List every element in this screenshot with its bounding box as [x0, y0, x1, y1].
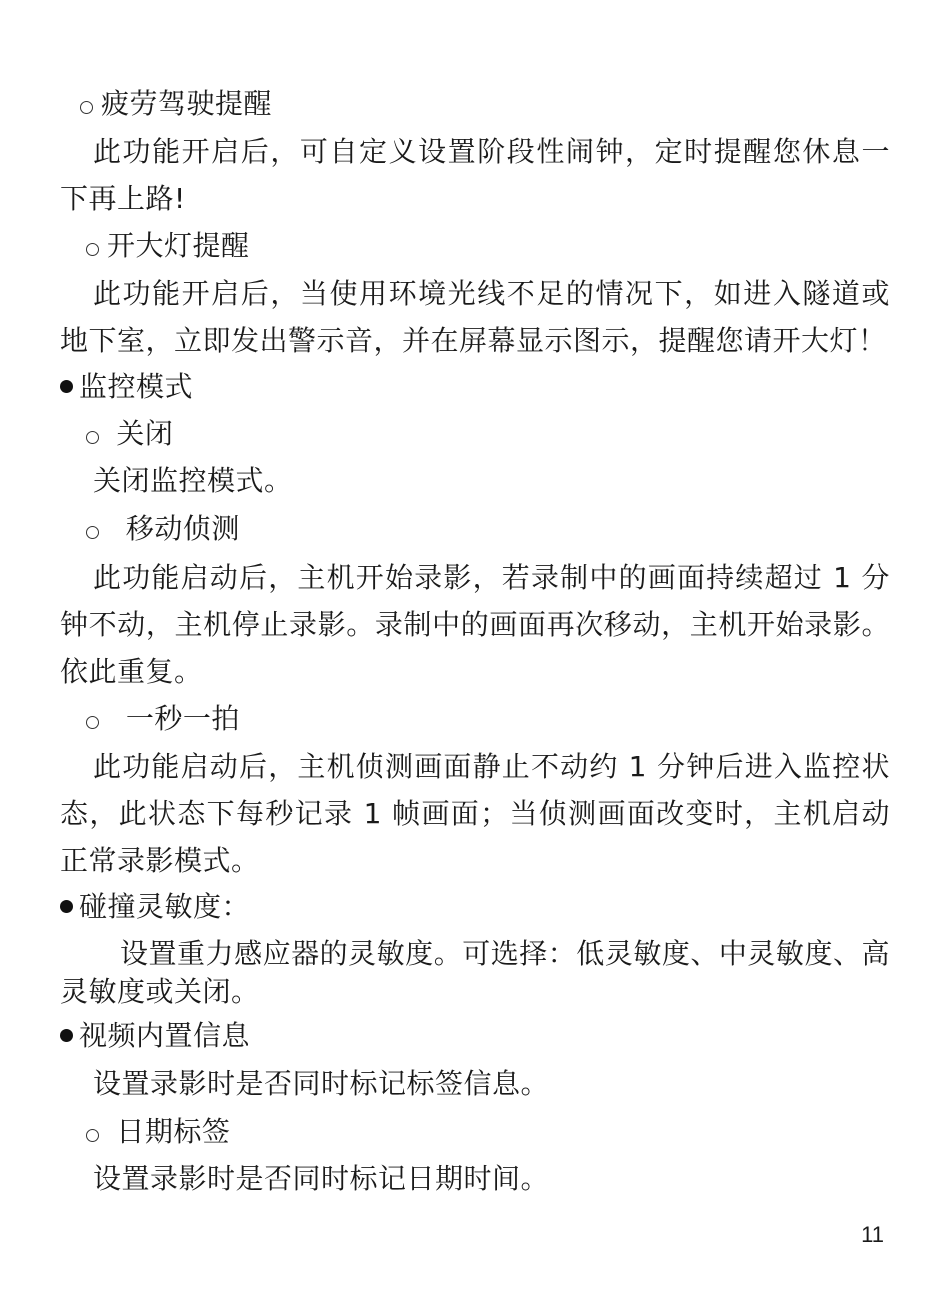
date-tag-title: 日期标签	[116, 1115, 231, 1148]
bullet-monitor-mode	[60, 367, 193, 407]
page-number: 11	[861, 1222, 884, 1247]
monitor-title: 监控模式	[79, 370, 194, 403]
hollow-circle-bullet-icon	[86, 526, 99, 539]
close-description: 关闭监控模式。	[93, 464, 293, 497]
date-tag-description: 设置录影时是否同时标记日期时间。	[93, 1162, 550, 1195]
video-info-title: 视频内置信息	[79, 1019, 251, 1052]
headlight-description: 此功能开启后，当使用环境光线不足的情况下，如进入隧道或地下室，立即发出警示音，并在屏幕显示图示，提醒您请开大灯！	[60, 277, 890, 357]
hollow-circle-bullet-icon	[86, 716, 99, 729]
hollow-circle-bullet-icon	[86, 243, 99, 256]
filled-dot-bullet-icon	[60, 380, 73, 393]
bullet-collision	[60, 887, 250, 927]
fatigue-title: 疲劳驾驶提醒	[101, 87, 273, 120]
close-title: 关闭	[116, 417, 174, 450]
headlight-title: 开大灯提醒	[107, 229, 250, 262]
collision-description: 设置重力感应器的灵敏度。可选择：低灵敏度、中灵敏度、高灵敏度或关闭。	[60, 937, 890, 1008]
sub-item-fatigue	[80, 84, 272, 124]
hollow-circle-bullet-icon	[80, 101, 93, 114]
sub-item-headlight	[86, 226, 250, 266]
collision-title: 碰撞灵敏度：	[79, 890, 251, 923]
bullet-video-info	[60, 1016, 250, 1056]
onesec-description: 此功能启动后，主机侦测画面静止不动约 1 分钟后进入监控状态，此状态下每秒记录 1 帧画面；当侦测画面改变时，主机启动正常录影模式。	[60, 750, 890, 877]
sub-item-motion	[86, 509, 240, 549]
fatigue-description: 此功能开启后，可自定义设置阶段性闹钟，定时提醒您休息一下再上路!	[60, 135, 890, 215]
filled-dot-bullet-icon	[60, 1029, 73, 1042]
onesec-title: 一秒一拍	[125, 702, 240, 735]
sub-item-date-tag	[86, 1112, 230, 1152]
filled-dot-bullet-icon	[60, 900, 73, 913]
motion-description: 此功能启动后，主机开始录影，若录制中的画面持续超过 1 分钟不动，主机停止录影。录制中的画面再次移动，主机开始录影。依此重复。	[60, 561, 890, 688]
sub-item-close	[86, 414, 173, 454]
hollow-circle-bullet-icon	[86, 1129, 99, 1142]
sub-item-onesec	[86, 699, 240, 739]
hollow-circle-bullet-icon	[86, 431, 99, 444]
video-info-description: 设置录影时是否同时标记标签信息。	[93, 1067, 550, 1100]
motion-title: 移动侦测	[125, 512, 240, 545]
